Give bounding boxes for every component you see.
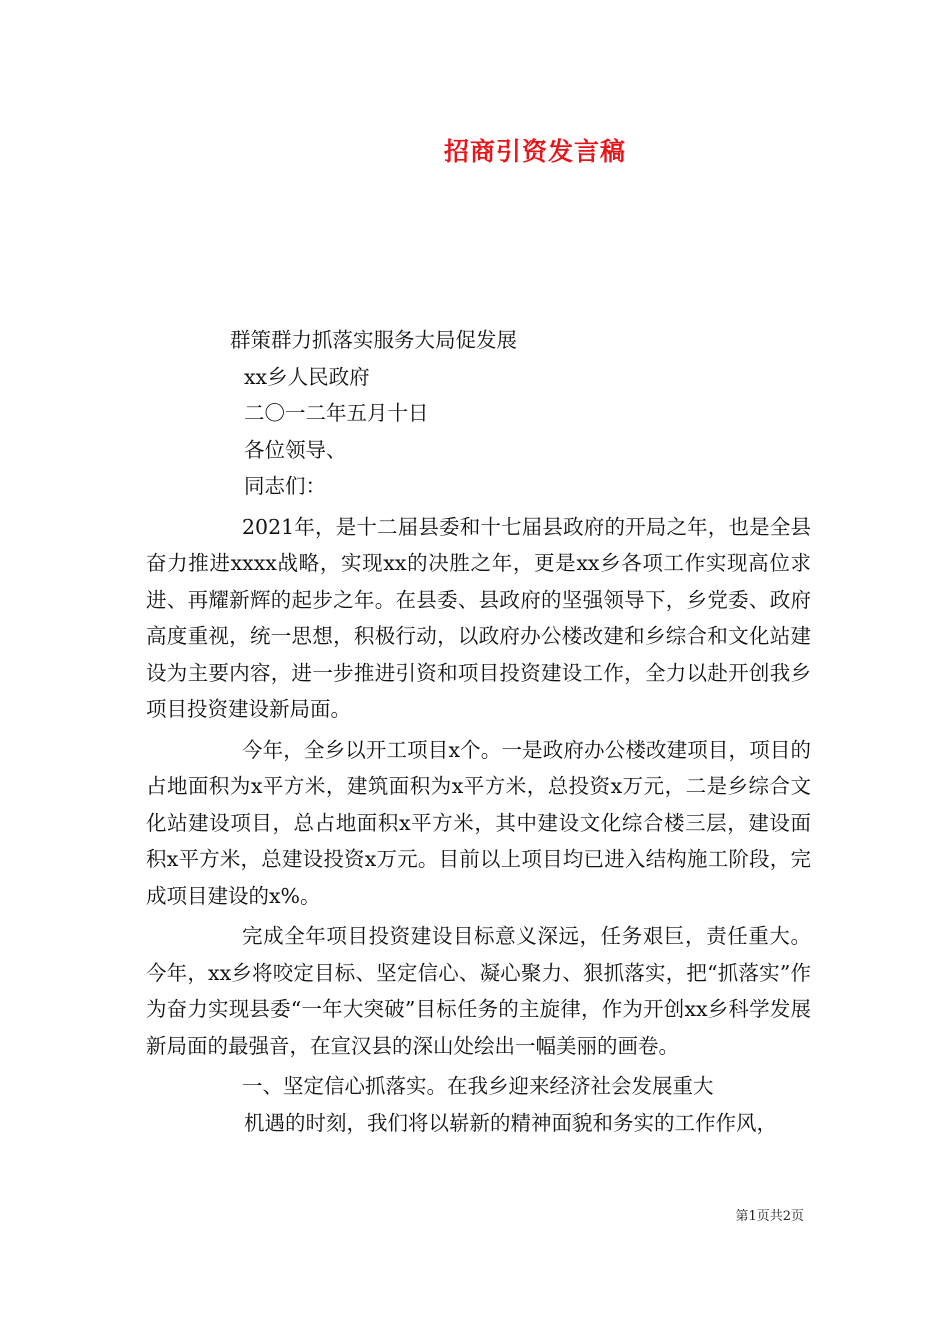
page-indicator: 第1页共2页	[735, 1209, 804, 1224]
speech-subtitle: 群策群力抓落实服务大局促发展	[230, 328, 517, 352]
organization-name: xx乡人民政府	[244, 364, 370, 389]
salutation-comrades: 同志们：	[244, 474, 326, 498]
speech-date: 二〇一二年五月十日	[244, 401, 429, 425]
section-heading: 一、坚定信心抓落实。在我乡迎来经济社会发展重大	[242, 1074, 714, 1098]
paragraph-overview: 2021年，是十二届县委和十七届县政府的开局之年，也是全县奋力推进xxxx战略，实现xx的决胜之年，更是xx乡各项工作实现高位求进、再耀新辉的起步之年。在县委、县政府的坚强领导下，乡党委、政府高度重视，统一思想，积极行动，以政府办公楼改建和乡综合和文化站建设为主要内容，进一步推进引资和项目投资建设工作，全力以赴开创我乡项目投资建设新局面。	[146, 514, 811, 721]
salutation-leaders: 各位领导、	[244, 437, 347, 462]
page-title: 招商引资发言稿	[443, 137, 626, 166]
document-body	[146, 322, 811, 1141]
paragraph-projects: 今年，全乡以开工项目x个。一是政府办公楼改建项目，项目的占地面积为x平方米，建筑面积为x平方米，总投资x万元，二是乡综合文化站建设项目，总占地面积x平方米，其中建设文化综合楼三层，建设面积x平方米，总建设投资x万元。目前以上项目均已进入结构施工阶段，完成项目建设的x%。	[146, 737, 811, 908]
section-continuation: 机遇的时刻，我们将以崭新的精神面貌和务实的工作作风，	[244, 1110, 777, 1135]
paragraph-goals: 完成全年项目投资建设目标意义深远，任务艰巨，责任重大。今年，xx乡将咬定目标、坚定信心、凝心聚力、狠抓落实，把“抓落实”作为奋力实现县委“一年大突破”目标任务的主旋律，作为开创xx乡科学发展新局面的最强音，在宣汉县的深山处绘出一幅美丽的画卷。	[146, 924, 811, 1058]
